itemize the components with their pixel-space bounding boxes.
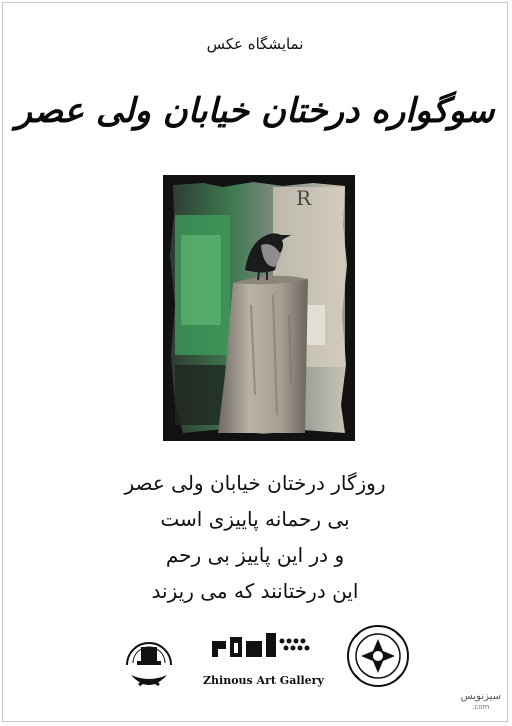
sponsor-logos <box>3 623 509 693</box>
gallery-name: Zhinous Art Gallery <box>203 674 324 687</box>
cultural-center-emblem-icon <box>119 625 179 696</box>
poster-page <box>2 2 508 722</box>
poem-line-4: این درختانند که می ریزند <box>151 579 359 603</box>
poster-photo <box>163 175 355 441</box>
zhinous-logo-block <box>203 627 324 687</box>
zhinous-logo-icon <box>208 627 318 667</box>
poem-line-2: بی رحمانه پاییزی است <box>160 507 350 531</box>
poem-block <box>3 465 507 609</box>
site-watermark <box>461 691 501 713</box>
poem-line-3: و در این پاییز بی رحم <box>165 543 345 567</box>
crow-on-stump-photo <box>163 175 355 441</box>
watermark-text: سیزنویس <box>460 691 501 702</box>
svg-text:R: R <box>296 186 312 210</box>
circular-seal-emblem-icon <box>345 623 411 694</box>
poem-line-1: روزگار درختان خیابان ولی عصر <box>124 471 386 495</box>
exhibition-subtitle: نمایشگاه عکس <box>206 35 304 53</box>
watermark-domain: .com <box>472 703 490 711</box>
exhibition-title: سوگواره درختان خیابان ولی عصر <box>15 91 495 131</box>
